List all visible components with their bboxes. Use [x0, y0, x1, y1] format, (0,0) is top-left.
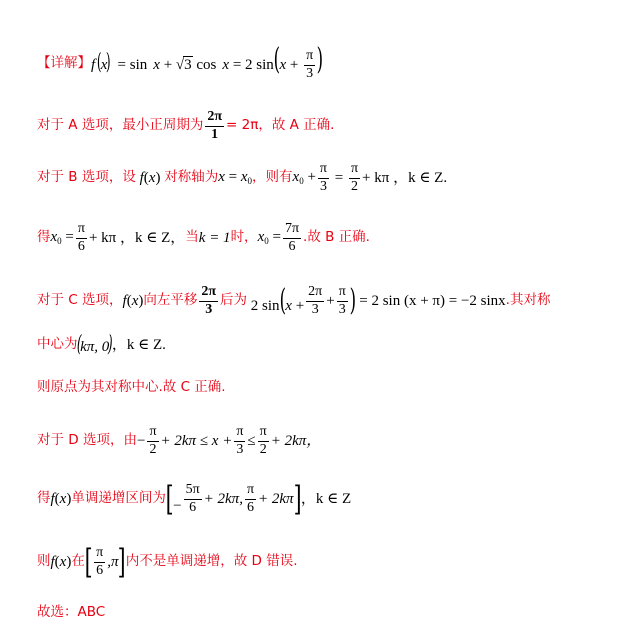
- option-d-line: 对于 D 选项，由 − $\frac{\pi}{2}$ + 2kπ ≤ x + $\frac{\pi}{3}$ ≤ $\frac{\pi}{2}$ + 2kπ，: [37, 424, 322, 457]
- when-text: 当: [185, 229, 199, 246]
- fraction-pi-over-3: $\frac{\pi}{3}$: [236, 424, 244, 457]
- fraction-pi-over-3: $\frac{\pi}{3}$: [319, 161, 327, 194]
- x0-symbol: $x_0$ =: [257, 229, 281, 247]
- fraction-pi-over-2: $\frac{\pi}{2}$: [259, 424, 267, 457]
- get-text: 得: [37, 229, 51, 246]
- answer-line: [37, 606, 105, 620]
- in-text: 在: [71, 553, 85, 570]
- get-text: 得: [37, 490, 51, 507]
- option-c-text: 对于 C 选项，: [37, 292, 123, 309]
- option-c-center-line: [37, 334, 166, 356]
- fraction-pi-over-2: $\frac{\pi}{2}$: [149, 424, 157, 457]
- formula-f-of-x: f (x) = sin x + √3 cos x = 2 sin(x + $\frac{\pi}{3}$ ): [91, 42, 324, 82]
- fraction-7pi-over-6: $\frac{7\pi}{6}$: [284, 221, 300, 254]
- fraction-5pi-over-6: $\frac{5\pi}{6}$: [185, 481, 200, 515]
- option-b-tail: + kπ ，k ∈ Z.: [362, 169, 448, 186]
- option-d-conclusion: 内不是单调递增，故 D 错误.: [125, 553, 298, 570]
- then-text: 则: [37, 553, 51, 570]
- option-b-conclusion: .故 B 正确.: [303, 229, 370, 246]
- option-b-then-text: ，则有: [252, 169, 293, 186]
- option-c-conclusion-line: [37, 381, 226, 395]
- center-point: (kπ, 0): [76, 332, 113, 357]
- func-f-of-x: f(x): [50, 490, 72, 507]
- fraction-2pi-over-1: $\frac{2\pi}{1}$: [207, 109, 222, 142]
- option-d-interval-line: 得 f(x) 单调递增区间为 [− $\frac{5\pi}{6}$ + 2kπ, $\frac{\pi}{6}$ + 2kπ ] ，k ∈ Z: [37, 479, 352, 519]
- option-b-text: 对于 B 选项，设: [37, 169, 136, 186]
- option-b-result-line: [37, 222, 370, 254]
- interval-right-tail: + 2kπ: [258, 490, 294, 507]
- shift-left-text: 向左平移: [143, 292, 198, 309]
- k-in-z-text: ，k ∈ Z.: [111, 336, 166, 353]
- after-text: 后为: [220, 292, 248, 309]
- x0-symbol: $x_0$ =: [50, 229, 74, 247]
- equation-x-eq-x0: $x = x_0$: [218, 169, 253, 187]
- time-text: 时，: [230, 229, 258, 246]
- inequality-middle: + 2kπ ≤ x +: [160, 432, 233, 449]
- option-c-conclusion: 则原点为其对称中心.故 C 正确.: [37, 379, 226, 395]
- func-f-of-x: f(x): [50, 553, 72, 570]
- fraction-2pi-over-3: $\frac{2\pi}{3}$: [201, 284, 217, 317]
- fraction-pi-over-3: $\frac{\pi}{3}$: [338, 284, 346, 317]
- increasing-interval-text: 单调递增区间为: [71, 490, 166, 507]
- k-in-z-text: + kπ ，k ∈ Z，: [88, 229, 186, 246]
- option-a-conclusion: = 2π，故 A 正确.: [226, 117, 335, 134]
- option-a-text: 对于 A 选项，最小正周期为: [37, 117, 204, 134]
- k-in-z-text: ，k ∈ Z: [300, 490, 352, 507]
- fraction-pi-over-6: $\frac{\pi}{6}$: [96, 544, 104, 578]
- shifted-expression: 2 sin(x +: [247, 283, 305, 319]
- option-c-line: 对于 C 选项， f(x) 向左平移 $\frac{2\pi}{3}$ 后为 2 sin(x + $\frac{2\pi}{3}$ + $\frac{\pi}{3}$ ) = 2 sin (x + π) = −2 sinx .其对称: [37, 283, 551, 319]
- interval-pi: ,π: [107, 553, 119, 570]
- solution-header-line: [37, 42, 324, 82]
- option-a-line: [37, 110, 334, 142]
- detail-label: 【详解】: [37, 54, 91, 71]
- fraction-2pi-over-3: $\frac{2\pi}{3}$: [308, 284, 323, 317]
- fraction-pi-over-6: $\frac{\pi}{6}$: [246, 481, 255, 515]
- func-f-of-x: f(x): [139, 169, 165, 186]
- fraction-pi-over-6: $\frac{\pi}{6}$: [77, 221, 85, 254]
- its-symmetric-text: .其对称: [505, 292, 551, 309]
- k-equals-1: k = 1: [198, 229, 231, 246]
- option-d-text: 对于 D 选项，由: [37, 432, 137, 449]
- simplified-expression: = 2 sin (x + π) = −2 sinx: [359, 292, 506, 309]
- option-b-line: 对于 B 选项，设 f(x) 对称轴为 $x = x_0$ ，则有 $x_0$ + $\frac{\pi}{3}$ = $\frac{\pi}{2}$ + kπ ，k ∈ Z.: [37, 161, 448, 194]
- func-f-of-x: f(x): [122, 292, 144, 309]
- final-answer: 故选：ABC: [37, 604, 106, 620]
- option-d-conclusion-line: 则 f(x) 在 [ $\frac{\pi}{6}$ ,π ] 内不是单调递增，故 D 错误.: [37, 542, 298, 582]
- interval-left-tail: + 2kπ,: [203, 490, 243, 507]
- option-b-axis-text: 对称轴为: [164, 169, 219, 186]
- fraction-pi-over-3: $\frac{\pi}{3}$: [306, 48, 314, 82]
- x0-symbol: $x_0$ +: [292, 169, 316, 187]
- center-is-text: 中心为: [37, 336, 78, 353]
- inequality-tail: + 2kπ，: [270, 432, 322, 449]
- fraction-pi-over-2: $\frac{\pi}{2}$: [350, 161, 359, 194]
